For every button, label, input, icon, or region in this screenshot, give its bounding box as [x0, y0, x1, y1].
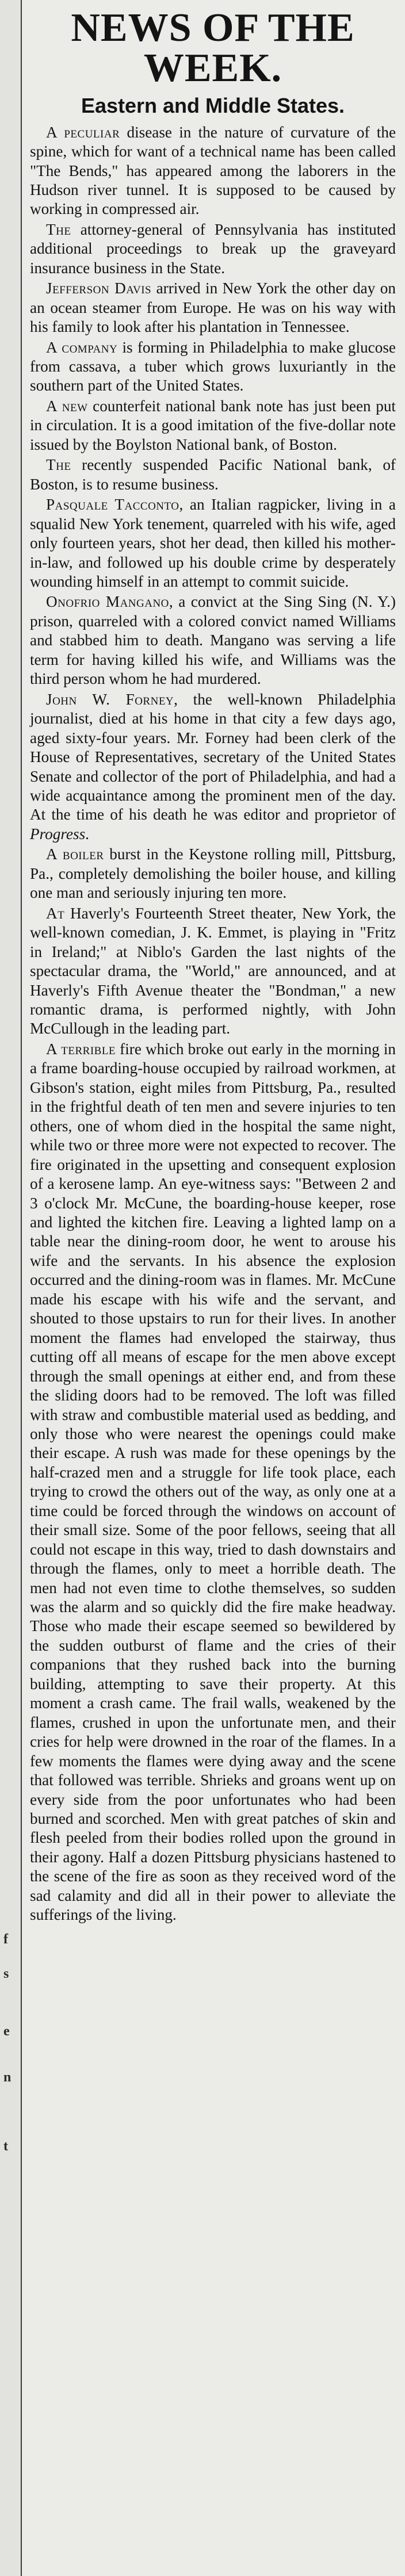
article-body: recently suspended Pacific National bank, of Boston, is to resume business.: [30, 456, 396, 493]
article-lead: The: [46, 220, 71, 238]
adjacent-column-edge: [0, 0, 22, 2576]
article-boiler-burst: [30, 845, 396, 902]
article-graveyard-insurance: [30, 220, 396, 278]
article-lead: The: [46, 456, 71, 474]
gutter-fragment: s: [3, 1966, 9, 1981]
article-forney: [30, 690, 396, 844]
article-lead: John W. Forney: [46, 690, 174, 708]
article-lead: A terrible: [46, 1040, 116, 1058]
article-body: fire which broke out early in the morning in a frame boarding-house occupied by railroad workmen, at Gibson's station, eight miles from Pittsburg, Pa., resulted in the frightful death of ten men and severe injuries to ten others, one of whom died in the hospital the same night, while two or three more were not expected to recover. The fire originated in the upsetting and consequent explosion of a kerosene lamp. An eye-witness says: "Between 2 and 3 o'clock Mr. McCune, the boarding-house keeper, rose and lighted the kitchen fire. Leaving a lighted lamp on a table near the dining-room door, he went to arouse his wife and the servants. In his absence the explosion occurred and the dining-room was in flames. Mr. McCune made his escape with his wife and the servant, and shouted to those upstairs to run for their lives. In another moment the flames had enveloped the stairway, thus cutting off all means of escape for the men above except through the small openings at either end, and from these the sliding doors had to be removed. The loft was filled with straw and combustible material used as bedding, and only those who were nearest the openings could make their escape. A rush was made for these openings by the half-crazed men and a struggle for life took place, each trying to crowd the others out of the way, as only one at a time could be forced through the windows on account of their small size. Some of the poor fellows, seeing that all could not escape in this way, tried to dash downstairs and through the flames, only to meet a horrible death. The men had not even time to clothe themselves, so sudden was the alarm and so quickly did the fire make headway. Those who made their escape seemed so bewildered by the sudden outburst of flame and the cries of their companions that they rushed back into the burning building, attempting to save their property. At this moment a crash came. The frail walls, weakened by the flames, crushed in upon the unfortunate men, and their cries for help were drowned in the roar of the flames. In a few moments the flames were dying away and the scene that followed was terrible. Shrieks and groans went up on every side from the poor unfortunates who had been burned and scorched. Men with great patches of skin and flesh peeled from their bodies rolled upon the ground in their agony. Half a dozen Pittsburg physicians hastened to the scene of the fire as soon as they received word of the sad calamity and did all in their power to alleviate the sufferings of the living.: [30, 1040, 396, 1924]
article-lead: A company: [46, 338, 118, 356]
section-heading: Eastern and Middle States.: [81, 94, 345, 117]
article-body: , an Italian ragpicker, living in a squalid New York tenement, quarreled with his wife, aged only fourteen years, shot her dead, then killed his mother-in-law, and followed up his double crime by desperately wounding himself in an attempt to commit suicide.: [30, 496, 396, 591]
gutter-fragment: t: [3, 2139, 8, 2154]
article-body: disease in the nature of curvature of the spine, which for want of a technical name has been called "The Bends," has appeared among the laborers in the Hudson river tunnel. It is supposed to be caused by working in compressed air.: [30, 123, 396, 218]
article-body: burst in the Keystone rolling mill, Pittsburg, Pa., completely demolishing the boiler house, and killing one man and seriously injuring ten more.: [30, 845, 396, 902]
article-body: , a convict at the Sing Sing (N. Y.) prison, quarreled with a colored convict named Williams and stabbed him to death. Mangano was serving a life term for having killed his wife, and Williams was the third person whom he had murdered.: [30, 593, 396, 688]
article-tail: .: [85, 825, 89, 843]
article-lead: A new: [46, 397, 88, 415]
article-body: attorney-general of Pennsylvania has instituted additional proceedings to break up the graveyard insurance business in the State.: [30, 220, 396, 277]
article-lead: Onofrio Mangano: [46, 593, 169, 611]
article-theaters: [30, 904, 396, 1039]
newspaper-name: Progress: [30, 825, 86, 843]
article-lead: Jefferson Davis: [46, 280, 152, 297]
article-bends: [30, 123, 396, 219]
article-body: Haverly's Fourteenth Street theater, New York, the well-known comedian, J. K. Emmet, is playing in "Fritz in Ireland;" at Niblo's Garden the last nights of the spectacular drama, the "World," are announced, and at Haverly's Fifth Avenue theater the "Bondman," a new romantic drama, is performed nightly, with John McCullough in the leading part.: [30, 904, 396, 1038]
gutter-fragment: n: [3, 2070, 12, 2085]
article-lead: At: [46, 904, 65, 922]
article-counterfeit-note: [30, 397, 396, 454]
gutter-fragment: f: [3, 1932, 8, 1947]
article-lead: A peculiar: [46, 123, 120, 141]
article-body: counterfeit national bank note has just been put in circulation. It is a good imitation of the five-dollar note issued by the Boylston National bank, of Boston.: [30, 397, 396, 453]
news-column: [30, 0, 396, 1926]
article-body: is forming in Philadelphia to make glucose from cassava, a tuber which grows luxuriantly in the southern part of the United States.: [30, 338, 396, 395]
article-jefferson-davis: [30, 279, 396, 336]
article-body: arrived in New York the other day on an ocean steamer from Europe. He was on his way with his family to look after his plantation in Tennessee.: [30, 280, 396, 336]
article-gibson-fire: [30, 1040, 396, 1925]
article-pacific-bank: [30, 456, 396, 494]
article-lead: Pasquale Tacconto: [46, 496, 179, 514]
gutter-fragment: e: [3, 2024, 10, 2039]
article-lead: A boiler: [46, 845, 104, 863]
page-title: NEWS OF THE WEEK.: [71, 6, 355, 90]
article-mangano: [30, 592, 396, 688]
article-body: , the well-known Philadelphia journalist, died at his home in that city a few days ago, aged sixty-four years. Mr. Forney had been clerk of the House of Representatives, secretary of the United States Senate and collector of the port of Philadelphia, and had a wide acquaintance among the prominent men of the day. At the time of his death he was editor and proprietor of: [30, 690, 396, 824]
article-glucose: [30, 338, 396, 396]
article-tacconto: [30, 495, 396, 591]
